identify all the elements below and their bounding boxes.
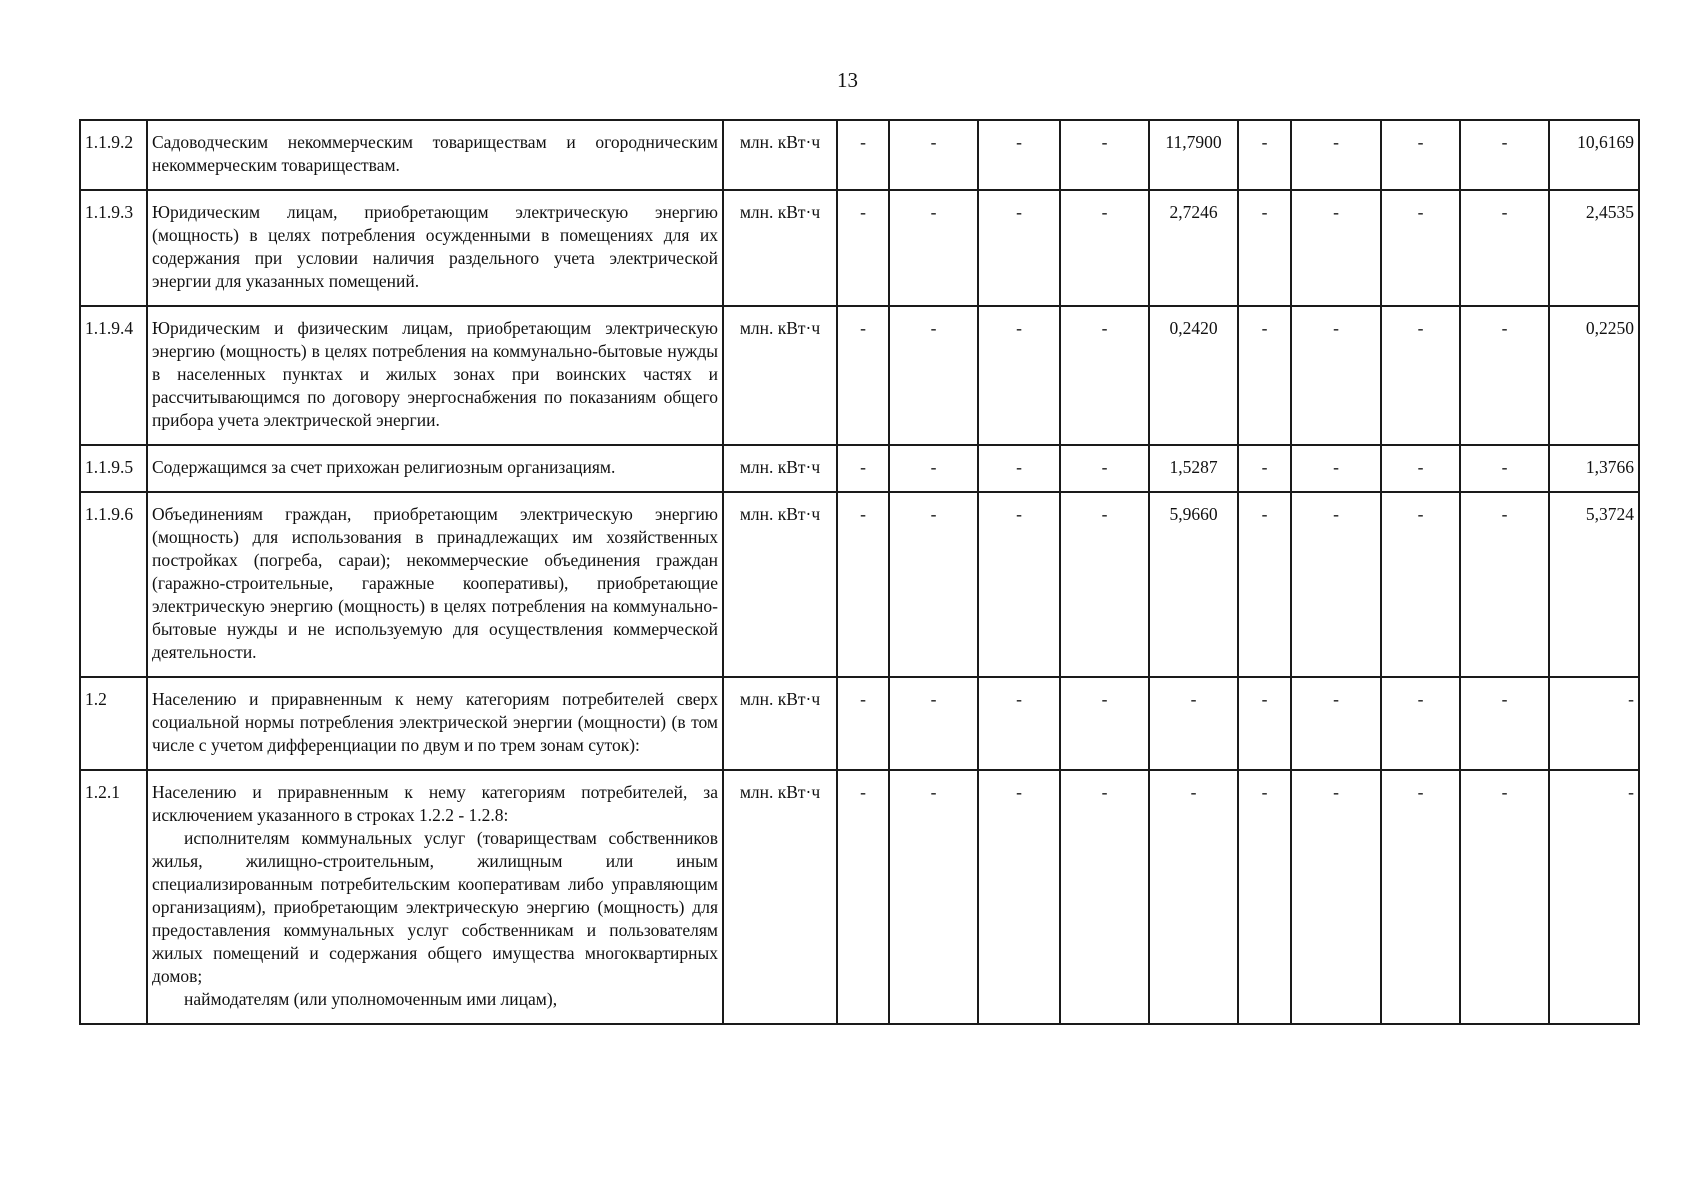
row-code: 1.1.9.3	[80, 190, 147, 306]
description-paragraph: Объединениям граждан, приобретающим электрическую энергию (мощность) для использования в принадлежащих им хозяйственных постройках (погреба, сараи); некоммерческие объединения граждан (гаражно-строительные, гаражные кооперативы), приобретающие электрическую энергию (мощность) в целях потребления на коммунально-бытовые нужды и не используемую для осуществления коммерческой деятельности.	[152, 504, 718, 662]
description-paragraph: наймодателям (или уполномоченным ими лицам),	[184, 989, 558, 1009]
row-code: 1.2	[80, 677, 147, 770]
value-cell: -	[837, 120, 889, 190]
value-cell: -	[1291, 445, 1381, 492]
row-description	[147, 120, 723, 190]
value-cell: -	[889, 190, 978, 306]
value-cell: -	[1238, 190, 1291, 306]
table-row	[80, 190, 1639, 306]
value-cell: -	[889, 445, 978, 492]
value-cell: -	[837, 492, 889, 677]
value-cell: -	[889, 306, 978, 445]
row-code: 1.1.9.4	[80, 306, 147, 445]
value-cell: -	[837, 677, 889, 770]
value-cell: -	[1060, 492, 1149, 677]
value-cell: -	[1060, 770, 1149, 1024]
value-cell: -	[1291, 677, 1381, 770]
value-cell: 10,6169	[1549, 120, 1639, 190]
value-cell: -	[1381, 306, 1460, 445]
value-cell: -	[1460, 306, 1549, 445]
value-cell: -	[1291, 492, 1381, 677]
row-code: 1.1.9.6	[80, 492, 147, 677]
value-cell: -	[1381, 190, 1460, 306]
value-cell: -	[837, 306, 889, 445]
value-cell: -	[1238, 306, 1291, 445]
value-cell: -	[1460, 492, 1549, 677]
value-cell: -	[889, 120, 978, 190]
value-cell: -	[1060, 445, 1149, 492]
description-paragraph: Населению и приравненным к нему категориям потребителей, за исключением указанного в строках 1.2.2 - 1.2.8:	[152, 782, 718, 825]
row-description	[147, 677, 723, 770]
value-cell: -	[978, 306, 1060, 445]
row-description	[147, 492, 723, 677]
value-cell: -	[978, 190, 1060, 306]
value-cell: -	[1238, 492, 1291, 677]
value-cell: -	[837, 445, 889, 492]
table-row	[80, 770, 1639, 1024]
value-cell: -	[837, 190, 889, 306]
value-cell: -	[1149, 770, 1238, 1024]
value-cell: -	[1460, 120, 1549, 190]
value-cell: -	[889, 492, 978, 677]
value-cell: -	[1460, 770, 1549, 1024]
value-cell: -	[1381, 445, 1460, 492]
value-cell: -	[837, 770, 889, 1024]
value-cell: -	[978, 492, 1060, 677]
description-paragraph: Юридическим и физическим лицам, приобретающим электрическую энергию (мощность) в целях потребления на коммунально-бытовые нужды в населенных пунктах и жилых зонах при воинских частях и рассчитывающимся по договору энергоснабжения по показаниям общего прибора учета электрической энергии.	[152, 318, 718, 430]
tariff-table-body	[80, 120, 1639, 1024]
value-cell: -	[1238, 770, 1291, 1024]
row-description	[147, 306, 723, 445]
value-cell: 1,5287	[1149, 445, 1238, 492]
tariff-table	[79, 119, 1640, 1025]
value-cell: 0,2420	[1149, 306, 1238, 445]
value-cell: -	[978, 445, 1060, 492]
table-row	[80, 120, 1639, 190]
row-unit: млн. кВт·ч	[723, 190, 837, 306]
row-description	[147, 445, 723, 492]
table-row	[80, 677, 1639, 770]
table-row	[80, 445, 1639, 492]
page-number: 13	[837, 68, 858, 92]
description-paragraph: Юридическим лицам, приобретающим электрическую энергию (мощность) в целях потребления осужденными в помещениях для их содержания при условии наличия раздельного учета электрической энергии для указанных помещений.	[152, 202, 718, 291]
row-unit: млн. кВт·ч	[723, 306, 837, 445]
row-code: 1.1.9.2	[80, 120, 147, 190]
value-cell: -	[1060, 190, 1149, 306]
value-cell: -	[1460, 445, 1549, 492]
value-cell: -	[1291, 770, 1381, 1024]
value-cell: -	[1549, 770, 1639, 1024]
value-cell: -	[978, 770, 1060, 1024]
description-paragraph: Содержащимся за счет прихожан религиозным организациям.	[152, 457, 616, 477]
table-row	[80, 306, 1639, 445]
value-cell: -	[1460, 190, 1549, 306]
row-unit: млн. кВт·ч	[723, 492, 837, 677]
value-cell: 11,7900	[1149, 120, 1238, 190]
row-code: 1.1.9.5	[80, 445, 147, 492]
value-cell: -	[1291, 120, 1381, 190]
value-cell: -	[1060, 677, 1149, 770]
row-unit: млн. кВт·ч	[723, 677, 837, 770]
value-cell: 2,7246	[1149, 190, 1238, 306]
value-cell: -	[1381, 677, 1460, 770]
row-code: 1.2.1	[80, 770, 147, 1024]
value-cell: 0,2250	[1549, 306, 1639, 445]
value-cell: -	[1149, 677, 1238, 770]
value-cell: -	[1381, 120, 1460, 190]
row-unit: млн. кВт·ч	[723, 120, 837, 190]
value-cell: -	[1381, 492, 1460, 677]
description-paragraph: Населению и приравненным к нему категориям потребителей сверх социальной нормы потребления электрической энергии (мощности) (в том числе с учетом дифференциации по двум и по трем зонам суток):	[152, 689, 718, 755]
value-cell: -	[1460, 677, 1549, 770]
value-cell: 5,9660	[1149, 492, 1238, 677]
description-paragraph: исполнителям коммунальных услуг (товариществам собственников жилья, жилищно-строительным, жилищным или иным специализированным потребительским кооперативам либо управляющим организациям), приобретающим электрическую энергию (мощность) для предоставления коммунальных услуг собственникам и пользователям жилых помещений и содержания общего имущества многоквартирных домов;	[152, 828, 718, 986]
value-cell: -	[1381, 770, 1460, 1024]
row-unit: млн. кВт·ч	[723, 770, 837, 1024]
description-paragraph: Садоводческим некоммерческим товариществам и огородническим некоммерческим товариществам.	[152, 132, 718, 175]
value-cell: 1,3766	[1549, 445, 1639, 492]
value-cell: -	[1238, 445, 1291, 492]
value-cell: -	[1060, 306, 1149, 445]
value-cell: 2,4535	[1549, 190, 1639, 306]
table-row	[80, 492, 1639, 677]
value-cell: -	[978, 677, 1060, 770]
row-description	[147, 190, 723, 306]
value-cell: -	[1291, 190, 1381, 306]
value-cell: -	[1238, 677, 1291, 770]
value-cell: -	[1549, 677, 1639, 770]
row-description	[147, 770, 723, 1024]
value-cell: -	[1060, 120, 1149, 190]
value-cell: -	[1291, 306, 1381, 445]
value-cell: -	[889, 677, 978, 770]
row-unit: млн. кВт·ч	[723, 445, 837, 492]
value-cell: 5,3724	[1549, 492, 1639, 677]
value-cell: -	[978, 120, 1060, 190]
value-cell: -	[889, 770, 978, 1024]
value-cell: -	[1238, 120, 1291, 190]
